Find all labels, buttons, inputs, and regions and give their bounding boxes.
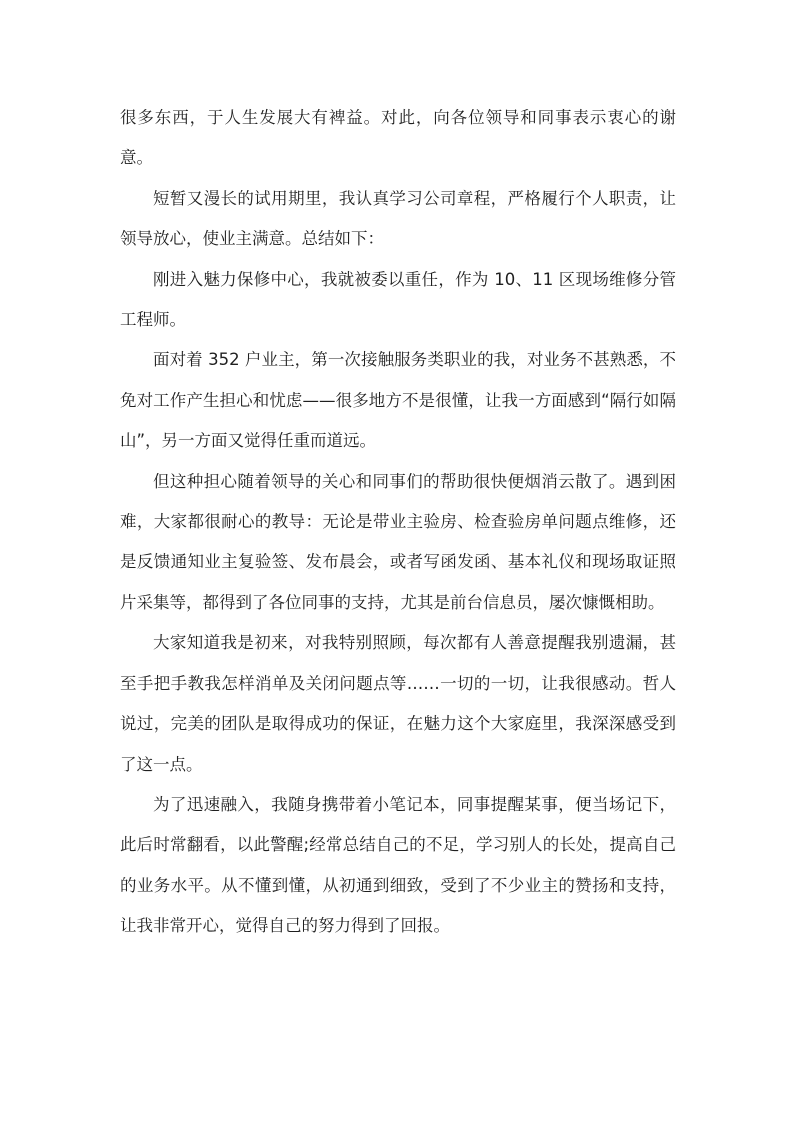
paragraph-self-improvement: 为了迅速融入，我随身携带着小笔记本，同事提醒某事，便当场记下，此后时常翻看，以此警醒;经常总结自己的不足，学习别人的长处，提高自己的业务水平。从不懂到懂，从初通到细致，受到了不少业主的赞扬和支持，让我非常开心，觉得自己的努力得到了回报。: [120, 794, 676, 936]
paragraph-team-care: 大家知道我是初来，对我特别照顾，每次都有人善意提醒我别遗漏，甚至手把手教我怎样消单及关闭问题点等……一切的一切，让我很感动。哲人说过，完美的团队是取得成功的保证，在魅力这个大家庭里，我深深感受到了这一点。: [120, 633, 676, 774]
paragraph-continuation: 很多东西，于人生发展大有裨益。对此，向各位领导和同事表示衷心的谢意。: [120, 108, 676, 168]
paragraph-probation-summary: 短暂又漫长的试用期里，我认真学习公司章程，严格履行个人职责，让领导放心，使业主满意。总结如下：: [120, 188, 676, 249]
paragraph-colleague-help: 但这种担心随着领导的关心和同事们的帮助很快便烟消云散了。遇到困难，大家都很耐心的教导：无论是带业主验房、检查验房单问题点维修，还是反馈通知业主复验签、发布晨会，或者写函发函、基本礼仪和现场取证照片采集等，都得到了各位同事的支持，尤其是前台信息员，屡次慷慨相助。: [120, 471, 676, 612]
paragraph-facing-owners: 面对着 352 户业主，第一次接触服务类职业的我，对业务不甚熟悉，不免对工作产生担心和忧虑——很多地方不是很懂，让我一方面感到“隔行如隔山”，另一方面又觉得任重而道远。: [120, 350, 676, 451]
paragraph-new-role: 刚进入魅力保修中心，我就被委以重任，作为 10、11 区现场维修分管工程师。: [120, 269, 676, 330]
document-body: [120, 98, 676, 947]
